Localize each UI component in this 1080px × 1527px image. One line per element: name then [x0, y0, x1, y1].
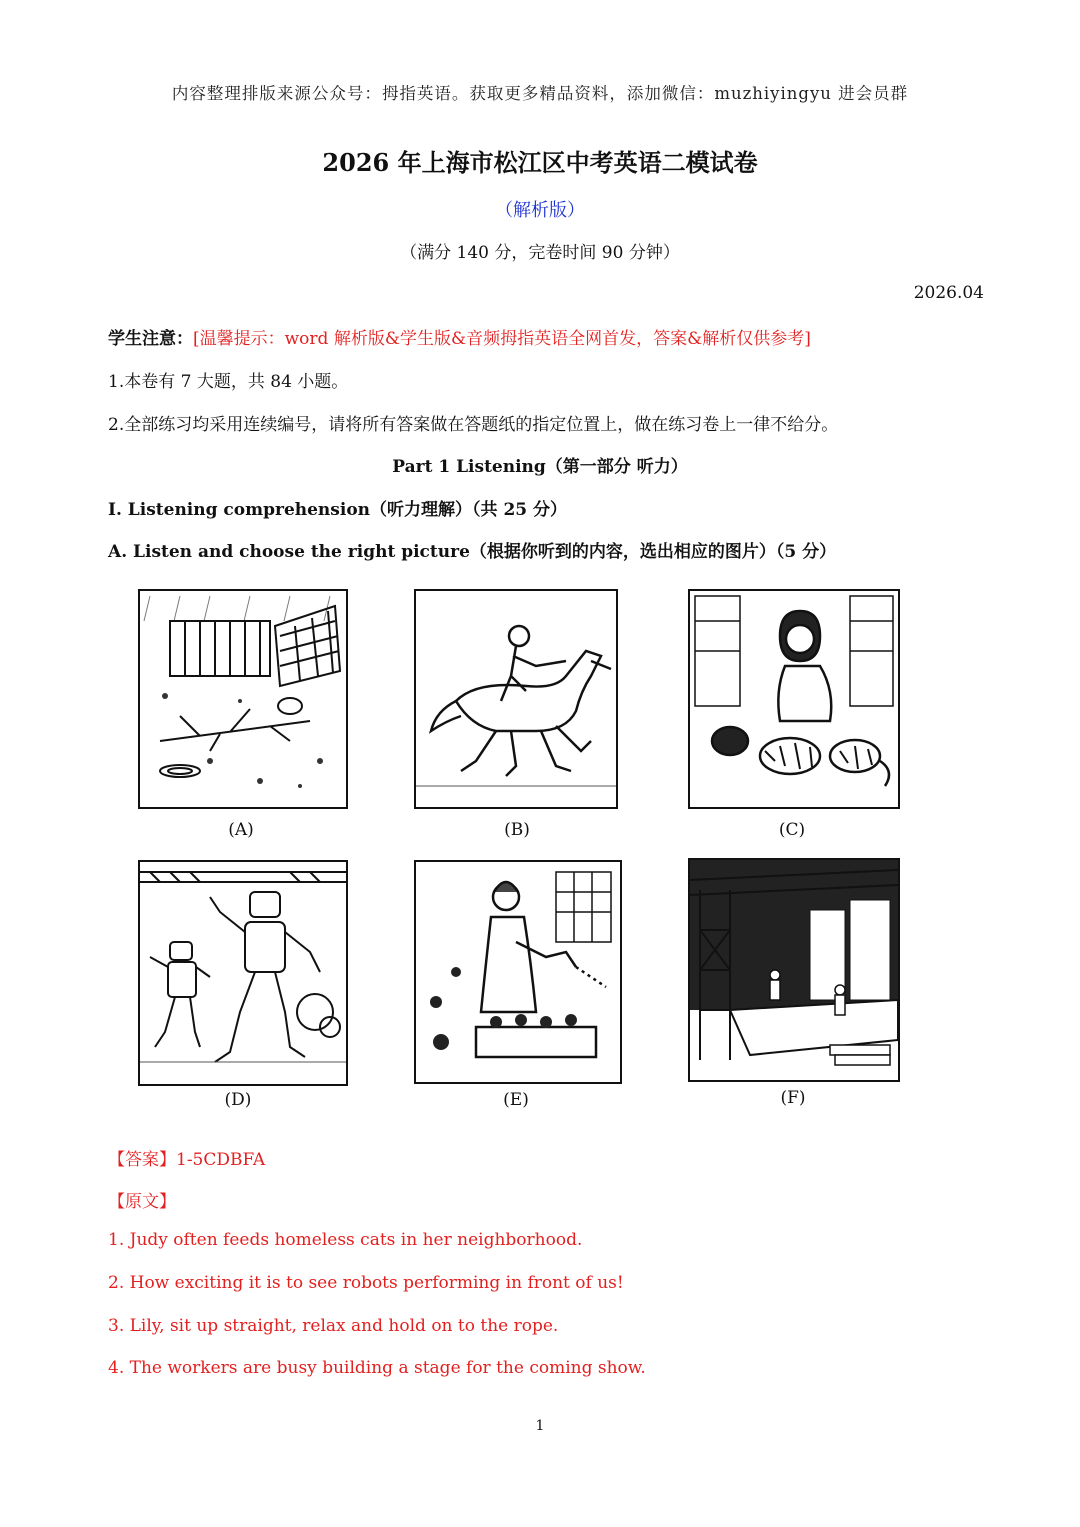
part-heading: Part 1 Listening（第一部分 听力）: [392, 457, 688, 477]
notice-item: 2.全部练习均采用连续编号，请将所有答案做在答题纸的指定位置上，做在练习卷上一律不给分。: [108, 415, 839, 435]
source-note: 内容整理排版来源公众号：拇指英语。获取更多精品资料，添加微信：muzhiyingyu 进会员群: [171, 84, 909, 103]
storm-garden-picture: [138, 589, 348, 809]
picture-label: (A): [228, 820, 254, 840]
girl-riding-horse-picture: [414, 589, 618, 809]
transcript-line: 4. The workers are busy building a stage for the coming show.: [108, 1358, 646, 1378]
subsection-heading: A. Listen and choose the right picture（根据你听到的内容，选出相应的图片）（5 分）: [108, 542, 837, 562]
woman-watering-garden-picture: [414, 860, 622, 1084]
subtitle: （解析版）: [495, 200, 585, 221]
page-number: 1: [535, 1418, 545, 1434]
notice-item: 1.本卷有 7 大题，共 84 小题。: [108, 372, 349, 392]
transcript-line: 2. How exciting it is to see robots performing in front of us!: [108, 1273, 624, 1293]
score-note: （满分 140 分，完卷时间 90 分钟）: [400, 243, 680, 263]
workers-building-stage-picture: [688, 858, 900, 1082]
picture-label: (C): [778, 820, 806, 840]
picture-label: (E): [503, 1090, 529, 1110]
section-heading: I. Listening comprehension（听力理解）（共 25 分）: [108, 500, 568, 520]
notice-tip: [温馨提示：word 解析版&学生版&音频拇指英语全网首发，答案&解析仅供参考]: [193, 329, 811, 349]
transcript-line: 1. Judy often feeds homeless cats in her neighborhood.: [108, 1230, 583, 1250]
page-title: 2026 年上海市松江区中考英语二模试卷: [322, 148, 758, 177]
picture-label: (F): [780, 1088, 806, 1108]
exam-date: 2026.04: [913, 283, 984, 303]
picture-label: (B): [504, 820, 530, 840]
answer-line: 【答案】1-5CDBFA: [108, 1150, 266, 1170]
original-text-label: 【原文】: [108, 1192, 176, 1212]
notice-label: 学生注意：: [108, 329, 193, 349]
picture-label: (D): [224, 1090, 252, 1110]
notice-line: [108, 324, 811, 349]
robots-dancing-picture: [138, 860, 348, 1086]
girl-feeding-cats-picture: [688, 589, 900, 809]
transcript-line: 3. Lily, sit up straight, relax and hold on to the rope.: [108, 1316, 559, 1336]
